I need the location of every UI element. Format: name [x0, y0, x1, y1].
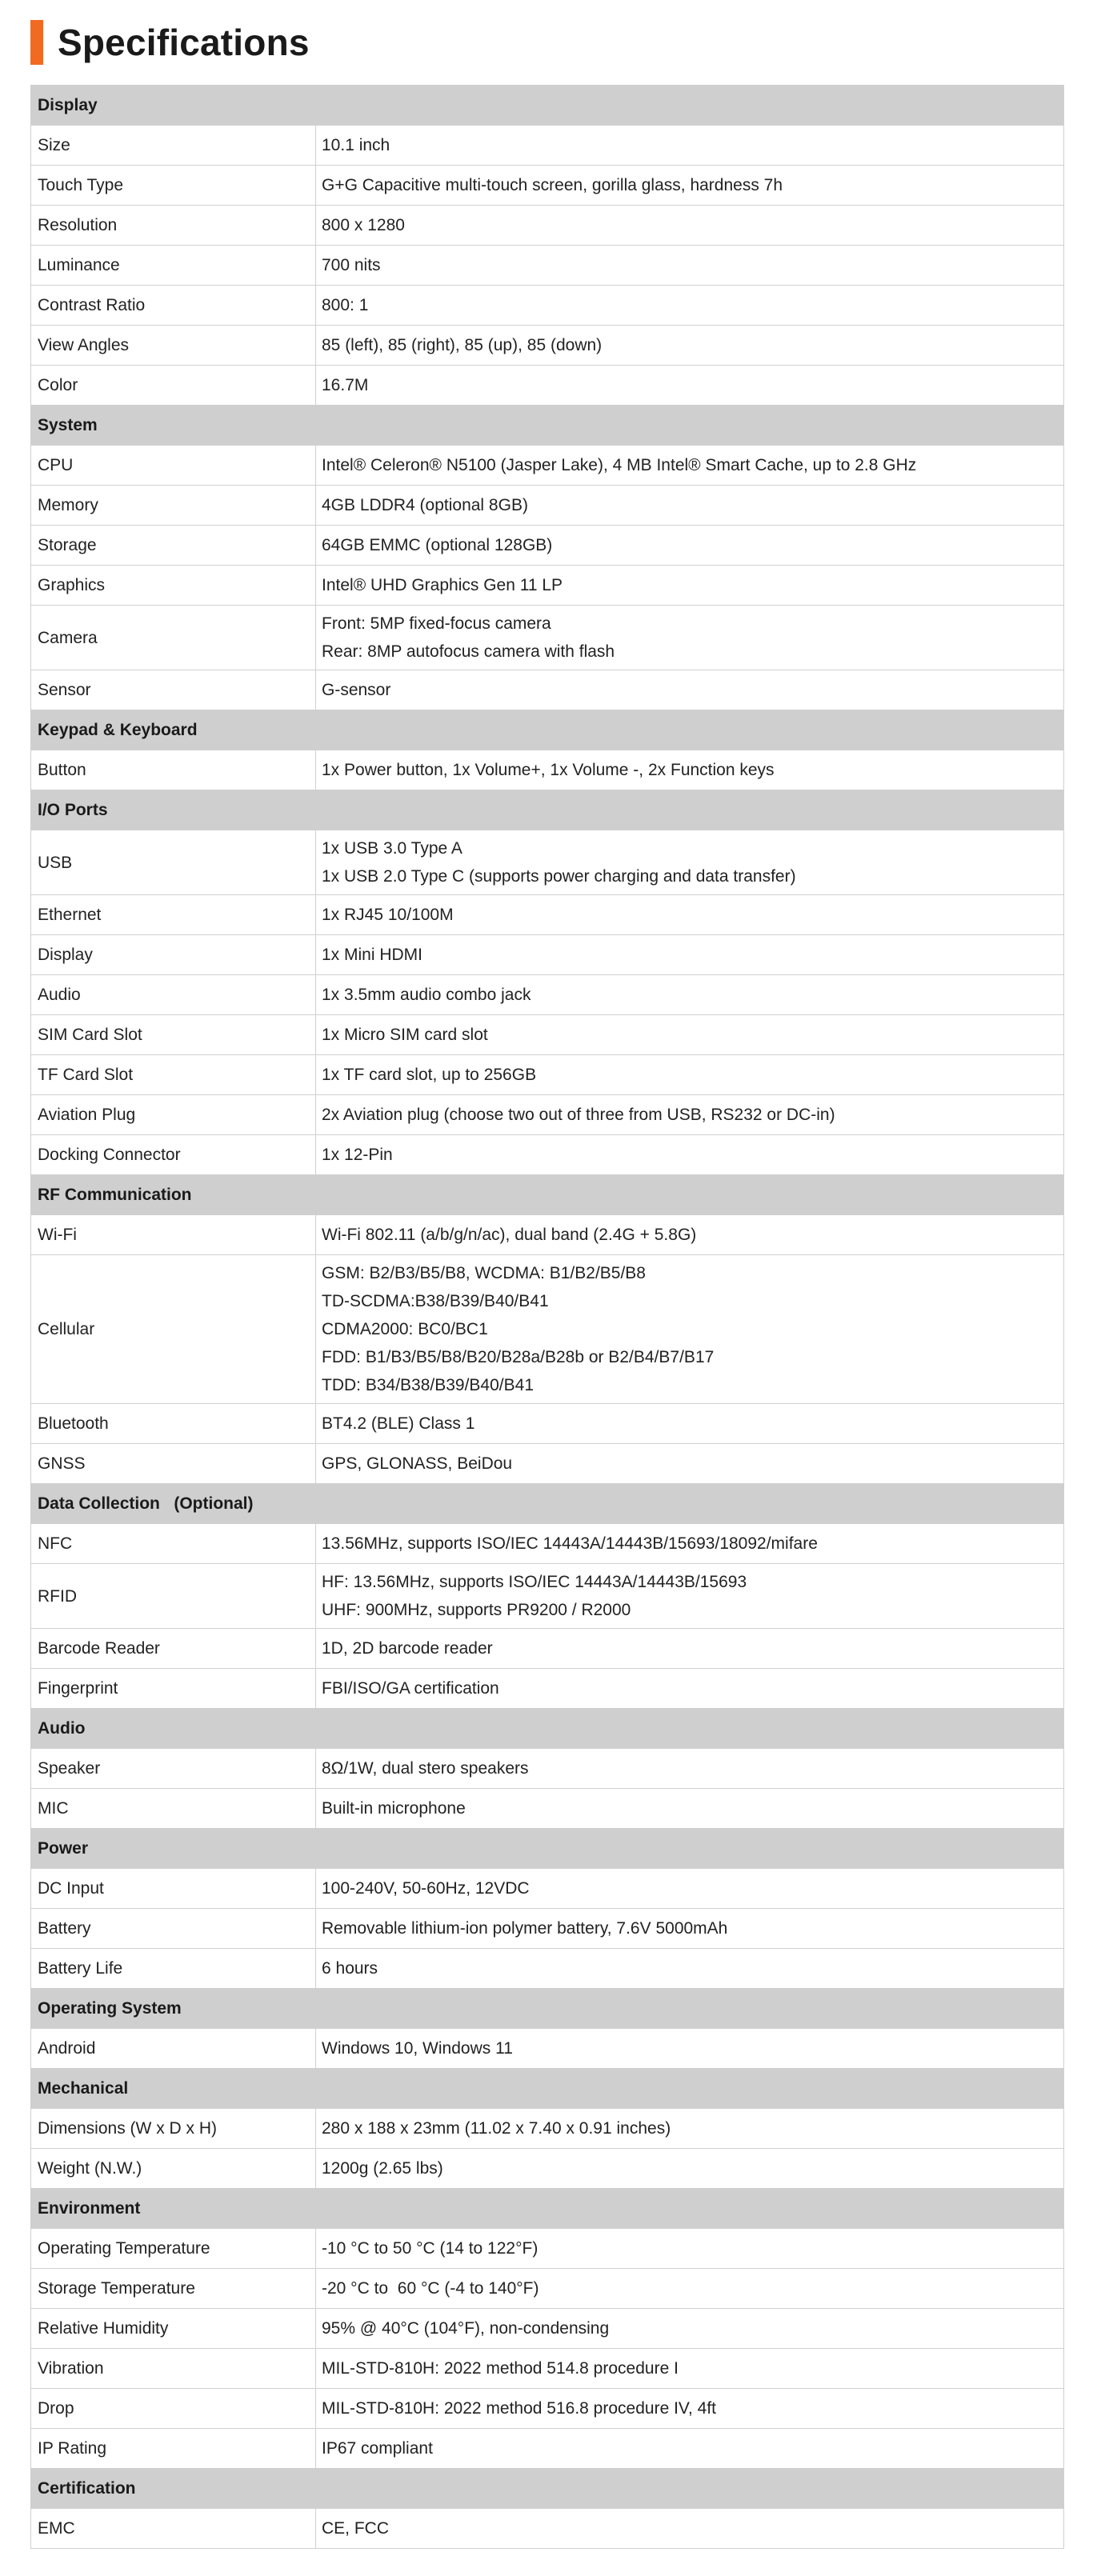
- spec-row: [31, 286, 1064, 326]
- spec-label: Display: [31, 935, 316, 975]
- spec-value-line: 10.1 inch: [322, 136, 390, 154]
- spec-label: Weight (N.W.): [31, 2149, 316, 2189]
- spec-value: [316, 446, 1064, 486]
- spec-value: [316, 1404, 1064, 1444]
- spec-label: Storage: [31, 526, 316, 566]
- spec-table-body: [31, 86, 1064, 2549]
- spec-value: [316, 1869, 1064, 1909]
- section-title: Environment: [31, 2189, 1064, 2229]
- section-title: Power: [31, 1829, 1064, 1869]
- spec-row: [31, 1095, 1064, 1135]
- spec-value: [316, 566, 1064, 606]
- spec-row: [31, 830, 1064, 895]
- spec-label: Operating Temperature: [31, 2229, 316, 2269]
- spec-row: [31, 246, 1064, 286]
- spec-value-line: Intel® UHD Graphics Gen 11 LP: [322, 576, 563, 594]
- spec-label: CPU: [31, 446, 316, 486]
- section-header-row: [31, 1829, 1064, 1869]
- spec-value-line: 800: 1: [322, 296, 369, 314]
- section-header-row: [31, 710, 1064, 750]
- spec-value: [316, 2269, 1064, 2309]
- spec-value-line: 280 x 188 x 23mm (11.02 x 7.40 x 0.91 inches): [322, 2119, 671, 2138]
- spec-value-line: Built-in microphone: [322, 1799, 466, 1818]
- spec-value: [316, 1095, 1064, 1135]
- spec-value: [316, 2029, 1064, 2069]
- spec-value-line: 1x RJ45 10/100M: [322, 906, 454, 924]
- spec-row: [31, 606, 1064, 670]
- spec-row: [31, 1015, 1064, 1055]
- section-header-row: [31, 2469, 1064, 2509]
- spec-value: [316, 2229, 1064, 2269]
- spec-value-line: 1x TF card slot, up to 256GB: [322, 1066, 537, 1084]
- spec-row: [31, 1749, 1064, 1789]
- spec-label: Sensor: [31, 670, 316, 710]
- spec-value: [316, 2509, 1064, 2549]
- spec-value-line: 85 (left), 85 (right), 85 (up), 85 (down): [322, 336, 603, 354]
- spec-label: MIC: [31, 1789, 316, 1829]
- spec-row: [31, 2269, 1064, 2309]
- spec-label: Cellular: [31, 1255, 316, 1404]
- spec-label: Audio: [31, 975, 316, 1015]
- section-title: Mechanical: [31, 2069, 1064, 2109]
- spec-label: Button: [31, 750, 316, 790]
- spec-value: [316, 1669, 1064, 1709]
- spec-value-line: 1200g (2.65 lbs): [322, 2159, 443, 2178]
- spec-value-line: CDMA2000: BC0/BC1: [322, 1320, 488, 1338]
- spec-row: [31, 1404, 1064, 1444]
- spec-value-line: 95% @ 40°C (104°F), non-condensing: [322, 2319, 610, 2338]
- spec-row: [31, 2029, 1064, 2069]
- section-title: Audio: [31, 1709, 1064, 1749]
- spec-value-line: CE, FCC: [322, 2519, 389, 2538]
- spec-row: [31, 1215, 1064, 1255]
- spec-label: GNSS: [31, 1444, 316, 1484]
- spec-value-line: 16.7M: [322, 376, 369, 394]
- section-header-row: [31, 790, 1064, 830]
- spec-label: DC Input: [31, 1869, 316, 1909]
- spec-label: TF Card Slot: [31, 1055, 316, 1095]
- spec-row: [31, 2149, 1064, 2189]
- spec-label: IP Rating: [31, 2429, 316, 2469]
- spec-value-line: 4GB LDDR4 (optional 8GB): [322, 496, 528, 514]
- spec-value-line: BT4.2 (BLE) Class 1: [322, 1414, 475, 1433]
- spec-value: [316, 2149, 1064, 2189]
- spec-value-line: Removable lithium-ion polymer battery, 7.6V 5000mAh: [322, 1919, 728, 1938]
- spec-row: [31, 2309, 1064, 2349]
- spec-value-line: Intel® Celeron® N5100 (Jasper Lake), 4 MB Intel® Smart Cache, up to 2.8 GHz: [322, 456, 917, 474]
- spec-label: View Angles: [31, 326, 316, 366]
- spec-label: Android: [31, 2029, 316, 2069]
- spec-row: [31, 486, 1064, 526]
- spec-label: USB: [31, 830, 316, 895]
- spec-value-line: Windows 10, Windows 11: [322, 2039, 513, 2058]
- spec-value-line: 1x 12-Pin: [322, 1146, 393, 1164]
- section-title: Certification: [31, 2469, 1064, 2509]
- spec-label: Speaker: [31, 1749, 316, 1789]
- spec-value-line: UHF: 900MHz, supports PR9200 / R2000: [322, 1601, 631, 1619]
- spec-value-line: Rear: 8MP autofocus camera with flash: [322, 642, 615, 661]
- spec-row: [31, 206, 1064, 246]
- section-title: Operating System: [31, 1989, 1064, 2029]
- spec-label: Dimensions (W x D x H): [31, 2109, 316, 2149]
- spec-value: [316, 606, 1064, 670]
- spec-label: SIM Card Slot: [31, 1015, 316, 1055]
- spec-label: Touch Type: [31, 166, 316, 206]
- spec-row: [31, 166, 1064, 206]
- spec-row: [31, 975, 1064, 1015]
- spec-value-line: TDD: B34/B38/B39/B40/B41: [322, 1376, 534, 1394]
- spec-value-line: -20 °C to 60 °C (-4 to 140°F): [322, 2279, 539, 2298]
- spec-table: [30, 85, 1064, 2549]
- spec-row: [31, 2509, 1064, 2549]
- spec-label: Camera: [31, 606, 316, 670]
- spec-label: Graphics: [31, 566, 316, 606]
- spec-row: [31, 1949, 1064, 1989]
- section-title: RF Communication: [31, 1175, 1064, 1215]
- spec-value: [316, 1524, 1064, 1564]
- spec-value: [316, 2309, 1064, 2349]
- spec-label: Fingerprint: [31, 1669, 316, 1709]
- spec-row: [31, 1135, 1064, 1175]
- spec-label: NFC: [31, 1524, 316, 1564]
- spec-value-line: -10 °C to 50 °C (14 to 122°F): [322, 2239, 538, 2258]
- spec-value: [316, 1909, 1064, 1949]
- spec-value: [316, 366, 1064, 406]
- spec-row: [31, 750, 1064, 790]
- spec-label: Resolution: [31, 206, 316, 246]
- section-header-row: [31, 1709, 1064, 1749]
- spec-value: [316, 166, 1064, 206]
- spec-label: Aviation Plug: [31, 1095, 316, 1135]
- section-title: Display: [31, 86, 1064, 126]
- spec-row: [31, 526, 1064, 566]
- spec-value-line: 13.56MHz, supports ISO/IEC 14443A/14443B/15693/18092/mifare: [322, 1534, 818, 1553]
- section-header-row: [31, 2189, 1064, 2229]
- spec-value: [316, 286, 1064, 326]
- spec-label: Drop: [31, 2389, 316, 2429]
- spec-value-line: HF: 13.56MHz, supports ISO/IEC 14443A/14443B/15693: [322, 1573, 747, 1591]
- spec-value-line: 6 hours: [322, 1959, 378, 1978]
- spec-value: [316, 526, 1064, 566]
- spec-label: Vibration: [31, 2349, 316, 2389]
- spec-row: [31, 2429, 1064, 2469]
- spec-value: [316, 1255, 1064, 1404]
- spec-row: [31, 670, 1064, 710]
- section-header-row: [31, 1989, 1064, 2029]
- spec-label: Ethernet: [31, 895, 316, 935]
- spec-row: [31, 1255, 1064, 1404]
- spec-row: [31, 1524, 1064, 1564]
- spec-value-line: Wi-Fi 802.11 (a/b/g/n/ac), dual band (2.4G + 5.8G): [322, 1226, 697, 1244]
- spec-label: Battery Life: [31, 1949, 316, 1989]
- spec-value: [316, 935, 1064, 975]
- spec-label: Color: [31, 366, 316, 406]
- spec-value: [316, 975, 1064, 1015]
- section-header-row: [31, 406, 1064, 446]
- spec-value: [316, 1055, 1064, 1095]
- spec-value: [316, 2429, 1064, 2469]
- spec-value: [316, 1749, 1064, 1789]
- spec-row: [31, 1789, 1064, 1829]
- spec-value-line: TD-SCDMA:B38/B39/B40/B41: [322, 1292, 549, 1310]
- spec-value-line: 1x Power button, 1x Volume+, 1x Volume -, 2x Function keys: [322, 761, 775, 779]
- spec-row: [31, 1564, 1064, 1629]
- spec-value-line: MIL-STD-810H: 2022 method 514.8 procedure I: [322, 2359, 679, 2378]
- section-title: Keypad & Keyboard: [31, 710, 1064, 750]
- spec-row: [31, 2109, 1064, 2149]
- spec-value-line: 8Ω/1W, dual stero speakers: [322, 1759, 529, 1778]
- spec-label: RFID: [31, 1564, 316, 1629]
- spec-value-line: Front: 5MP fixed-focus camera: [322, 614, 551, 633]
- spec-value-line: G-sensor: [322, 681, 391, 699]
- spec-value: [316, 750, 1064, 790]
- title-accent-bar: [30, 20, 43, 65]
- spec-row: [31, 366, 1064, 406]
- spec-value-line: 1x USB 3.0 Type A: [322, 839, 462, 858]
- spec-value: [316, 2109, 1064, 2149]
- spec-value: [316, 246, 1064, 286]
- section-header-row: [31, 1484, 1064, 1524]
- spec-row: [31, 1669, 1064, 1709]
- spec-value-line: FDD: B1/B3/B5/B8/B20/B28a/B28b or B2/B4/B7/B17: [322, 1348, 715, 1366]
- section-header-row: [31, 1175, 1064, 1215]
- spec-label: Storage Temperature: [31, 2269, 316, 2309]
- spec-value-line: 1x 3.5mm audio combo jack: [322, 986, 531, 1004]
- spec-label: Luminance: [31, 246, 316, 286]
- spec-value: [316, 1564, 1064, 1629]
- spec-row: [31, 326, 1064, 366]
- spec-row: [31, 1629, 1064, 1669]
- spec-value: [316, 326, 1064, 366]
- spec-value: [316, 1789, 1064, 1829]
- spec-value: [316, 486, 1064, 526]
- spec-value: [316, 206, 1064, 246]
- spec-value-line: GPS, GLONASS, BeiDou: [322, 1454, 513, 1473]
- section-title: I/O Ports: [31, 790, 1064, 830]
- spec-label: Wi-Fi: [31, 1215, 316, 1255]
- spec-value: [316, 1444, 1064, 1484]
- spec-value-line: 2x Aviation plug (choose two out of three from USB, RS232 or DC-in): [322, 1106, 835, 1124]
- spec-value-line: 100-240V, 50-60Hz, 12VDC: [322, 1879, 530, 1898]
- spec-row: [31, 1444, 1064, 1484]
- spec-value: [316, 1949, 1064, 1989]
- spec-value-line: 1x Mini HDMI: [322, 946, 423, 964]
- spec-value-line: 64GB EMMC (optional 128GB): [322, 536, 553, 554]
- spec-row: [31, 1909, 1064, 1949]
- section-header-row: [31, 86, 1064, 126]
- spec-row: [31, 446, 1064, 486]
- spec-row: [31, 566, 1064, 606]
- spec-value: [316, 1135, 1064, 1175]
- spec-value-line: 1x Micro SIM card slot: [322, 1026, 488, 1044]
- spec-row: [31, 2229, 1064, 2269]
- spec-label: Barcode Reader: [31, 1629, 316, 1669]
- page-title: Specifications: [58, 22, 310, 63]
- spec-label: EMC: [31, 2509, 316, 2549]
- page-header: [30, 19, 310, 66]
- spec-row: [31, 1869, 1064, 1909]
- spec-label: Relative Humidity: [31, 2309, 316, 2349]
- spec-value-line: FBI/ISO/GA certification: [322, 1679, 499, 1698]
- spec-value-line: 1D, 2D barcode reader: [322, 1639, 493, 1658]
- spec-value: [316, 1215, 1064, 1255]
- spec-value-line: G+G Capacitive multi-touch screen, gorilla glass, hardness 7h: [322, 176, 783, 194]
- spec-row: [31, 2389, 1064, 2429]
- spec-row: [31, 895, 1064, 935]
- spec-value-line: GSM: B2/B3/B5/B8, WCDMA: B1/B2/B5/B8: [322, 1264, 646, 1282]
- spec-value: [316, 2349, 1064, 2389]
- spec-value: [316, 126, 1064, 166]
- spec-row: [31, 1055, 1064, 1095]
- spec-value-line: MIL-STD-810H: 2022 method 516.8 procedure IV, 4ft: [322, 2399, 717, 2418]
- spec-label: Size: [31, 126, 316, 166]
- spec-row: [31, 126, 1064, 166]
- spec-value-line: 800 x 1280: [322, 216, 405, 234]
- spec-value: [316, 830, 1064, 895]
- spec-value-line: 700 nits: [322, 256, 381, 274]
- section-title: System: [31, 406, 1064, 446]
- spec-label: Bluetooth: [31, 1404, 316, 1444]
- section-header-row: [31, 2069, 1064, 2109]
- spec-value-line: IP67 compliant: [322, 2439, 433, 2458]
- spec-label: Contrast Ratio: [31, 286, 316, 326]
- spec-value: [316, 2389, 1064, 2429]
- spec-label: Memory: [31, 486, 316, 526]
- spec-row: [31, 935, 1064, 975]
- section-title: Data Collection (Optional): [31, 1484, 1064, 1524]
- spec-value: [316, 670, 1064, 710]
- spec-value: [316, 895, 1064, 935]
- spec-value: [316, 1629, 1064, 1669]
- spec-label: Battery: [31, 1909, 316, 1949]
- spec-value-line: 1x USB 2.0 Type C (supports power charging and data transfer): [322, 867, 796, 886]
- spec-value: [316, 1015, 1064, 1055]
- spec-row: [31, 2349, 1064, 2389]
- spec-label: Docking Connector: [31, 1135, 316, 1175]
